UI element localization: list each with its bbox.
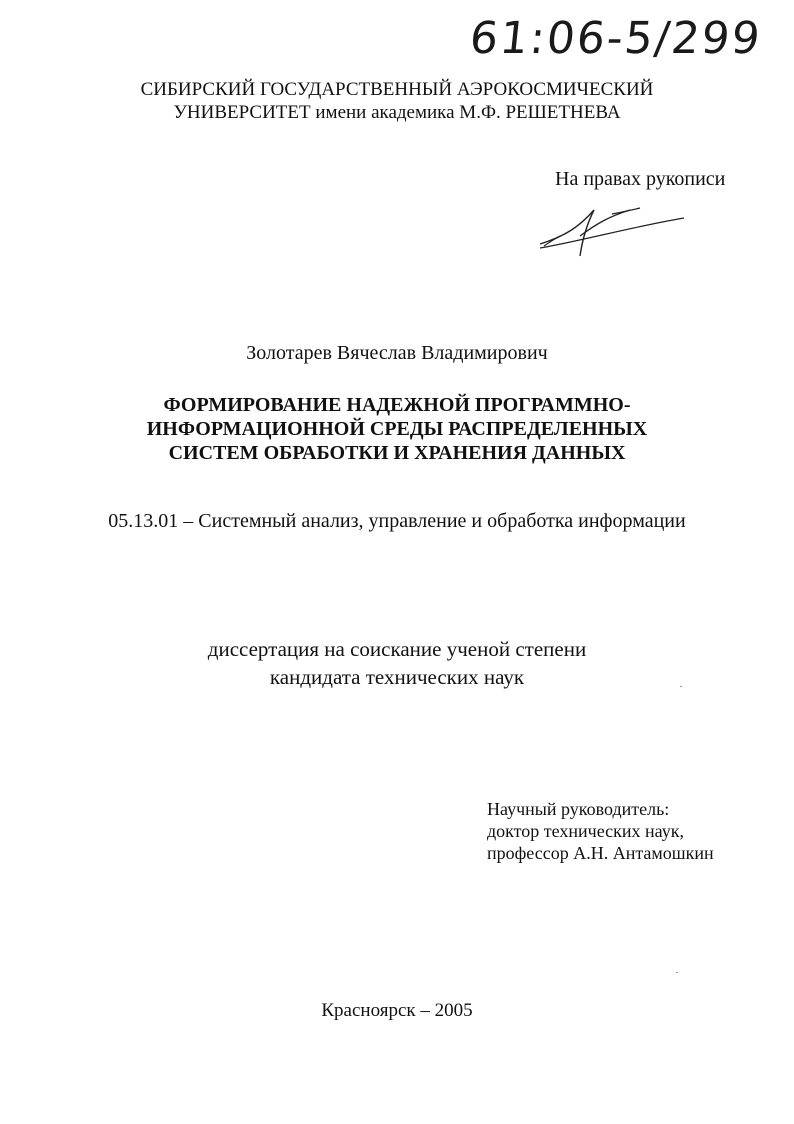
university-line-1: СИБИРСКИЙ ГОСУДАРСТВЕННЫЙ АЭРОКОСМИЧЕСКИЙ: [140, 79, 654, 100]
signature-stroke-4: [612, 208, 640, 214]
title-line-2: ИНФОРМАЦИОННОЙ СРЕДЫ РАСПРЕДЕЛЕННЫХ: [146, 418, 648, 440]
author-name: Золотарев Вячеслав Владимирович: [246, 342, 548, 364]
manuscript-rights-note: На правах рукописи: [555, 168, 726, 190]
city-and-year: Красноярск – 2005: [321, 1000, 473, 1021]
degree-line-2: кандидата технических наук: [269, 665, 525, 689]
scan-speck: [680, 686, 682, 687]
title-line-3: СИСТЕМ ОБРАБОТКИ И ХРАНЕНИЯ ДАННЫХ: [168, 442, 626, 464]
signature-stroke-3: [580, 210, 630, 236]
supervisor-label: Научный руководитель:: [487, 799, 670, 819]
supervisor-name: профессор А.Н. Антамошкин: [487, 843, 714, 863]
handwritten-catalog-code: [467, 6, 790, 72]
scientific-supervisor: [487, 798, 714, 864]
signature-stroke-5: [540, 218, 684, 248]
supervisor-degree: доктор технических наук,: [487, 821, 684, 841]
scan-speck: [676, 972, 678, 973]
dissertation-title: [0, 393, 794, 465]
specialty-code: 05.13.01 – Системный анализ, управление и обработка информации: [108, 510, 686, 532]
university-line-2: УНИВЕРСИТЕТ имени академика М.Ф. РЕШЕТНЕВА: [173, 102, 621, 123]
degree-line-1: диссертация на соискание ученой степени: [207, 637, 587, 661]
catalog-code-text: 61:06-5/299: [467, 13, 765, 64]
title-line-1: ФОРМИРОВАНИЕ НАДЕЖНОЙ ПРОГРАММНО-: [163, 394, 631, 416]
author-signature: [536, 196, 686, 260]
university-header: [0, 78, 794, 124]
degree-statement: [0, 635, 794, 691]
